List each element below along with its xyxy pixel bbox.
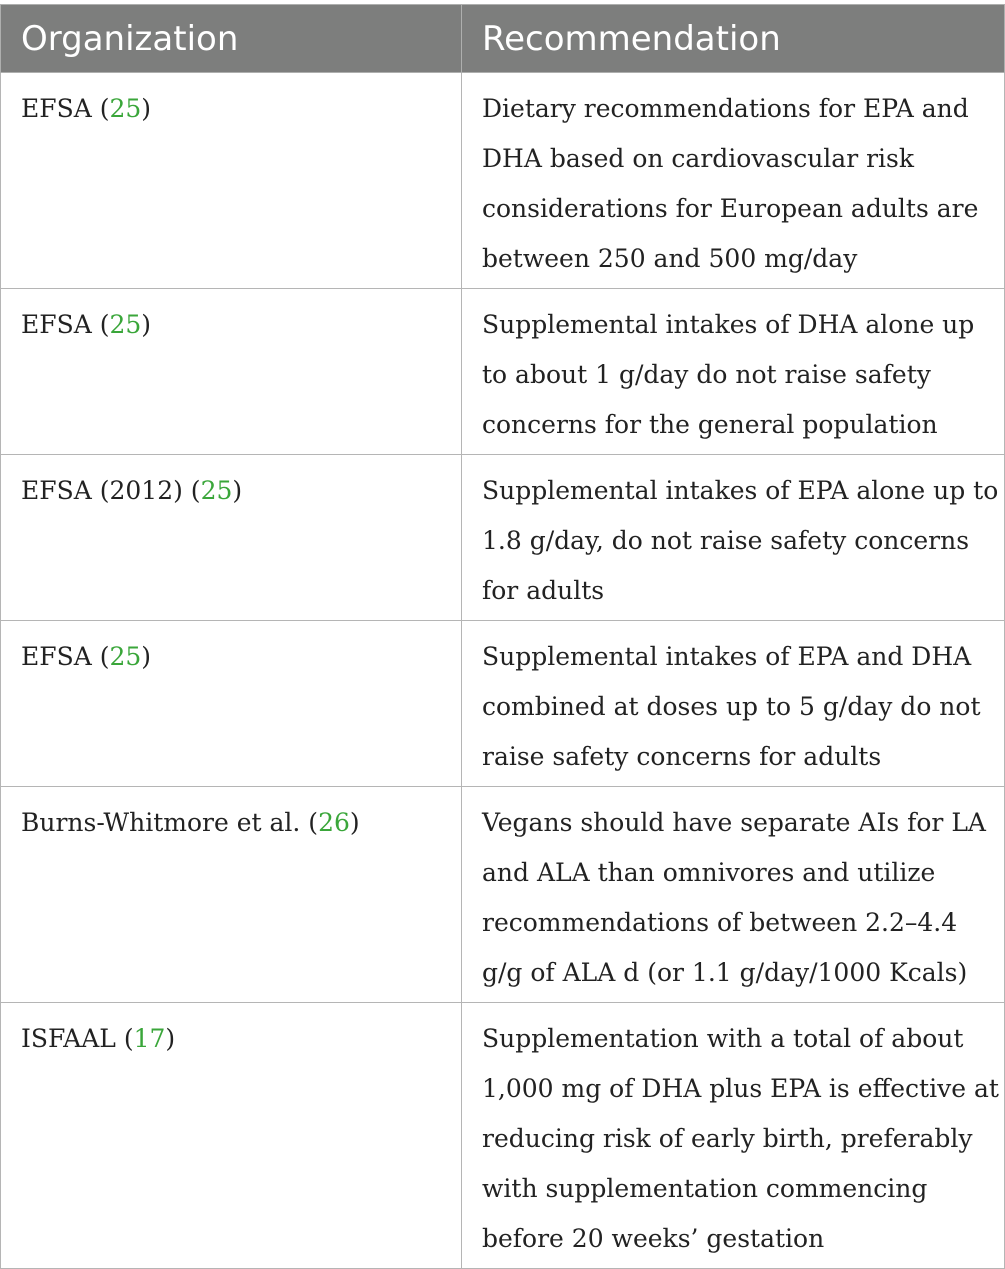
recommendation-cell: Supplemental intakes of EPA and DHA combined at doses up to 5 g/day do not raise safety concerns for adults [462,621,1005,787]
table-row [1,621,1005,787]
organization-name: EFSA (2012) ( [21,476,201,505]
reference-link[interactable]: 25 [109,94,142,123]
table-row [1,787,1005,1003]
organization-cell [1,455,462,621]
recommendation-cell: Supplementation with a total of about 1,000 mg of DHA plus EPA is effective at reducing risk of early birth, preferably with supplementation commencing before 20 weeks’ gestation [462,1003,1005,1269]
reference-link[interactable]: 25 [109,310,142,339]
organization-name: EFSA ( [21,94,110,123]
reference-link[interactable]: 25 [109,642,142,671]
recommendation-cell: Supplemental intakes of DHA alone up to about 1 g/day do not raise safety concerns for the general population [462,289,1005,455]
organization-cell [1,73,462,289]
table-row [1,73,1005,289]
organization-name: EFSA ( [21,310,110,339]
reference-link[interactable]: 25 [200,476,233,505]
recommendation-cell: Dietary recommendations for EPA and DHA based on cardiovascular risk considerations for European adults are between 250 and 500 mg/day [462,73,1005,289]
organization-name: ISFAAL ( [21,1024,134,1053]
organization-suffix: ) [141,94,152,123]
reference-link[interactable]: 26 [318,808,350,837]
table-row [1,289,1005,455]
organization-suffix: ) [349,808,360,837]
table-row [1,455,1005,621]
recommendations-table [0,4,1005,1269]
organization-suffix: ) [165,1024,176,1053]
recommendation-cell: Vegans should have separate AIs for LA and ALA than omnivores and utilize recommendations of between 2.2–4.4 g/g of ALA d (or 1.1 g/day/1000 Kcals) [462,787,1005,1003]
header-recommendation: Recommendation [462,5,1005,73]
organization-cell [1,621,462,787]
header-organization: Organization [1,5,462,73]
reference-link[interactable]: 17 [133,1024,166,1053]
organization-cell [1,1003,462,1269]
organization-name: EFSA ( [21,642,110,671]
organization-cell [1,289,462,455]
organization-name: Burns-Whitmore et al. ( [21,808,319,837]
organization-suffix: ) [141,642,152,671]
table-row [1,1003,1005,1269]
organization-suffix: ) [141,310,152,339]
table-header-row [1,5,1005,73]
recommendation-cell: Supplemental intakes of EPA alone up to 1.8 g/day, do not raise safety concerns for adults [462,455,1005,621]
organization-suffix: ) [232,476,243,505]
organization-cell [1,787,462,1003]
